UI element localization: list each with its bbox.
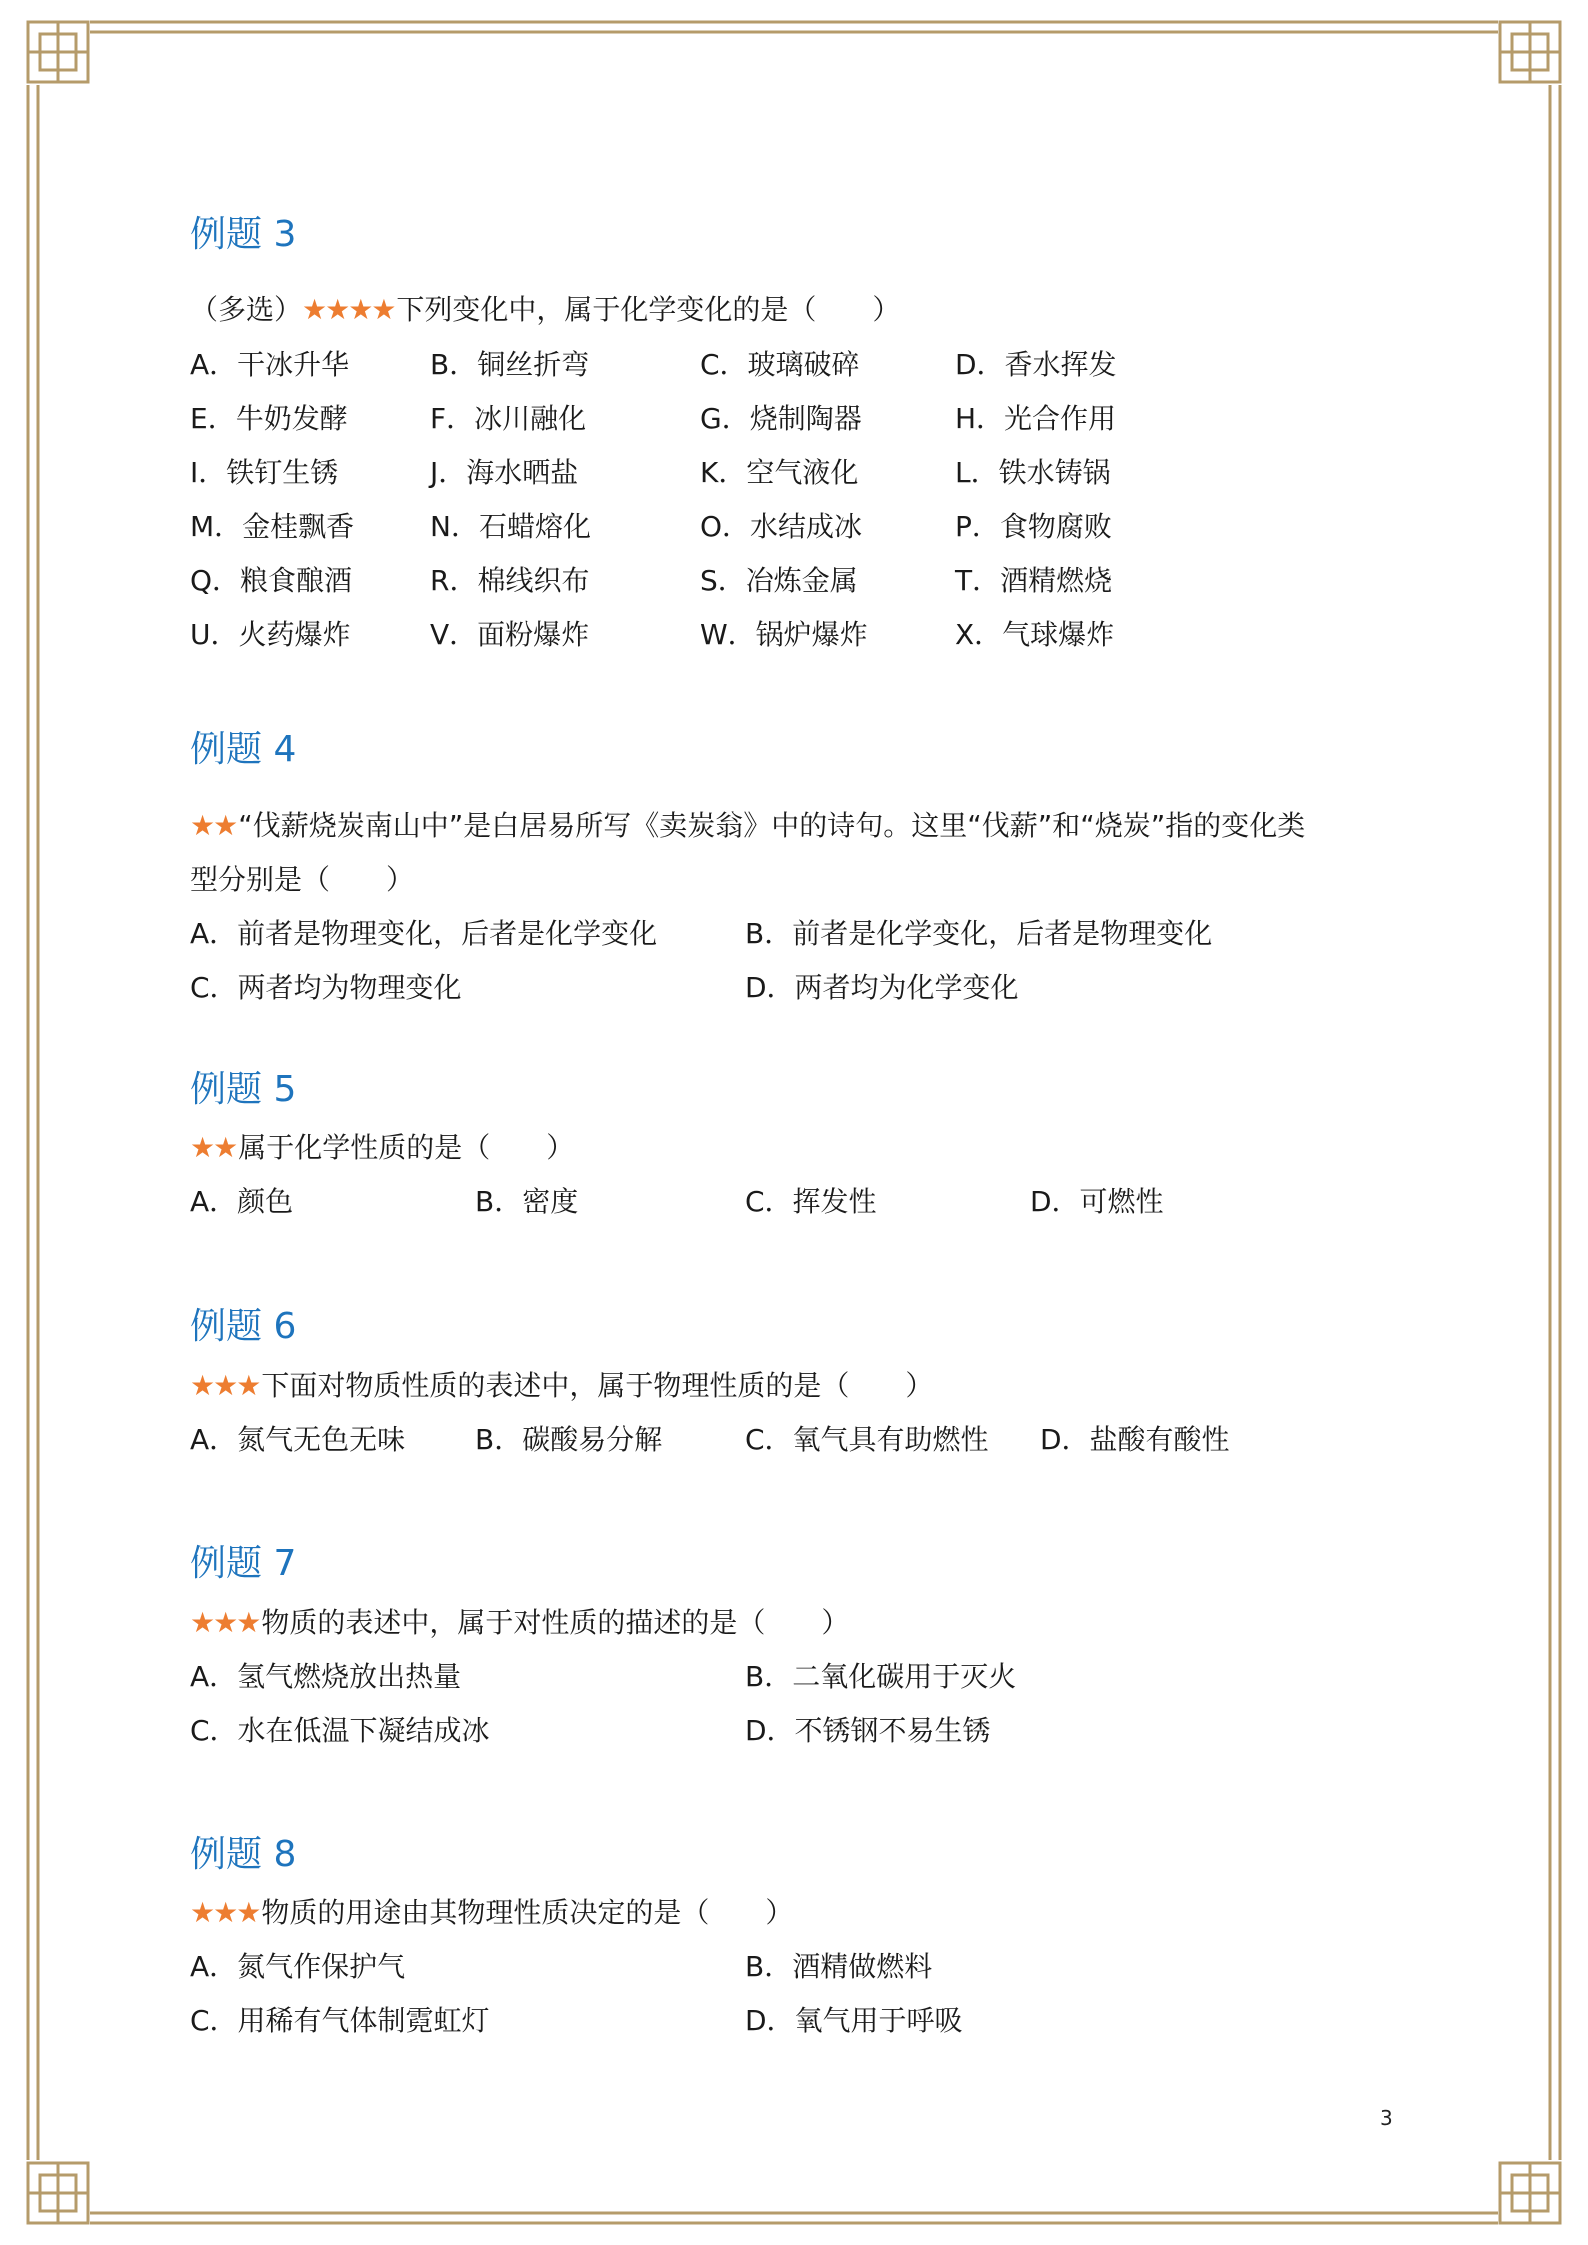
option: W．锅炉爆炸 (700, 618, 868, 651)
option: C．玻璃破碎 (700, 348, 860, 381)
question-stem (190, 1893, 793, 1933)
option: A．氢气燃烧放出热量 (190, 1660, 462, 1693)
difficulty-stars: ★★★ (190, 1369, 260, 1402)
option: D．盐酸有酸性 (1040, 1423, 1230, 1456)
corner-ornament-top-left (28, 22, 88, 82)
option: S．冶炼金属 (700, 564, 858, 597)
corner-ornament-bottom-left (28, 2163, 88, 2223)
question-title: 例题 4 (190, 729, 297, 770)
option: A．氮气作保护气 (190, 1950, 406, 1983)
option: L．铁水铸锅 (955, 456, 1111, 489)
option: H．光合作用 (955, 402, 1117, 435)
option: D．香水挥发 (955, 348, 1117, 381)
question-text: 物质的用途由其物理性质决定的是（ ） (261, 1896, 794, 1929)
question-title: 例题 6 (190, 1306, 297, 1347)
option: C．挥发性 (745, 1185, 877, 1218)
option: C．氧气具有助燃性 (745, 1423, 989, 1456)
corner-ornament-bottom-right (1500, 2163, 1560, 2223)
option: V．面粉爆炸 (430, 618, 590, 651)
difficulty-stars: ★★ (190, 1131, 237, 1164)
option: B．前者是化学变化，后者是物理变化 (745, 917, 1213, 950)
option: D．两者均为化学变化 (745, 971, 1019, 1004)
option: B．密度 (475, 1185, 579, 1218)
option: D．氧气用于呼吸 (745, 2004, 963, 2037)
option: K．空气液化 (700, 456, 859, 489)
question-title: 例题 5 (190, 1069, 297, 1110)
option: A．颜色 (190, 1185, 294, 1218)
page-number: 3 (1380, 2106, 1393, 2130)
option: B．碳酸易分解 (475, 1423, 663, 1456)
option: A．前者是物理变化，后者是化学变化 (190, 917, 658, 950)
option: Q．粮食酿酒 (190, 564, 353, 597)
option: M．金桂飘香 (190, 510, 355, 543)
question-stem (190, 1366, 933, 1406)
question-stem (190, 1128, 574, 1168)
difficulty-stars: ★★★ (190, 1606, 260, 1639)
question-text: “伐薪烧炭南山中”是白居易所写《卖炭翁》中的诗句。这里“伐薪”和“烧炭”指的变化类 (238, 809, 1306, 842)
option: A．干冰升华 (190, 348, 350, 381)
option: A．氮气无色无味 (190, 1423, 406, 1456)
option: E．牛奶发酵 (190, 402, 348, 435)
question-text: 属于化学性质的是（ ） (238, 1131, 575, 1164)
difficulty-stars: ★★★★ (302, 293, 395, 326)
option: O．水结成冰 (700, 510, 863, 543)
difficulty-stars: ★★★ (190, 1896, 260, 1929)
question-title: 例题 8 (190, 1834, 297, 1875)
question-title: 例题 3 (190, 214, 297, 255)
question-text: 下列变化中，属于化学变化的是（ ） (396, 293, 901, 326)
question-text: 物质的表述中，属于对性质的描述的是（ ） (261, 1606, 850, 1639)
option: B．铜丝折弯 (430, 348, 590, 381)
difficulty-stars: ★★ (190, 809, 237, 842)
option: F．冰川融化 (430, 402, 587, 435)
question-text: 下面对物质性质的表述中，属于物理性质的是（ ） (261, 1369, 934, 1402)
option: R．棉线织布 (430, 564, 590, 597)
option: T．酒精燃烧 (955, 564, 1113, 597)
option: C．水在低温下凝结成冰 (190, 1714, 490, 1747)
option: C．用稀有气体制霓虹灯 (190, 2004, 490, 2037)
question-stem-continued: 型分别是（ ） (190, 863, 415, 896)
question-stem (190, 290, 900, 330)
option: N．石蜡熔化 (430, 510, 591, 543)
question-title: 例题 7 (190, 1543, 297, 1584)
option: B．酒精做燃料 (745, 1950, 933, 1983)
option: B．二氧化碳用于灭火 (745, 1660, 1017, 1693)
question-prefix: （多选） (190, 293, 303, 326)
option: I．铁钉生锈 (190, 456, 339, 489)
option: G．烧制陶器 (700, 402, 862, 435)
question-stem (190, 806, 1305, 846)
question-stem (190, 1603, 849, 1643)
option: U．火药爆炸 (190, 618, 351, 651)
corner-ornament-top-right (1500, 22, 1560, 82)
option: D．可燃性 (1030, 1185, 1164, 1218)
option: J．海水晒盐 (430, 456, 579, 489)
option: P．食物腐败 (955, 510, 1112, 543)
option: C．两者均为物理变化 (190, 971, 462, 1004)
option: D．不锈钢不易生锈 (745, 1714, 991, 1747)
option: X．气球爆炸 (955, 618, 1115, 651)
